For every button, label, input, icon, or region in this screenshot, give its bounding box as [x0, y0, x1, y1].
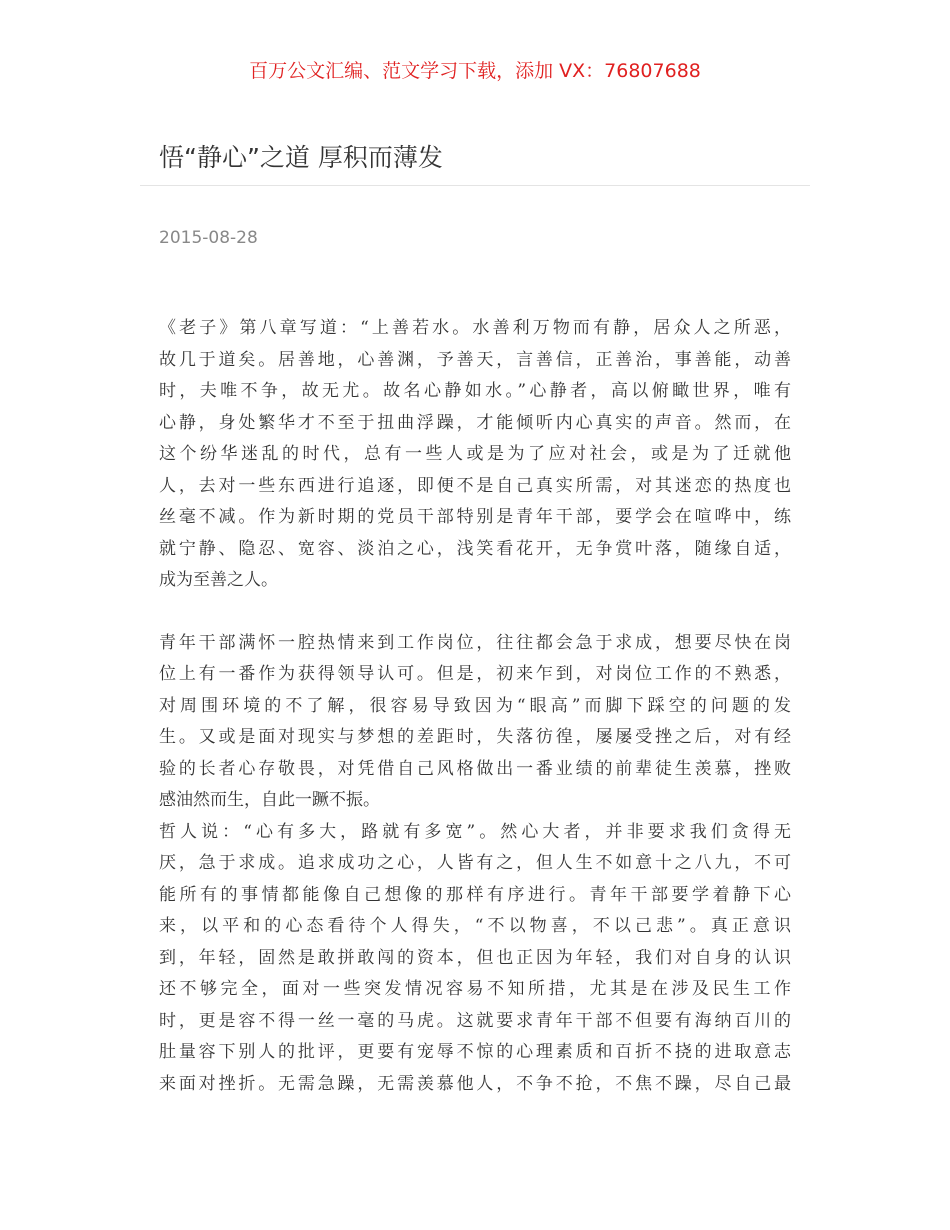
paragraph-line: 故几于道矣。居善地，心善渊，予善天，言善信，正善治，事善能，动善	[159, 349, 791, 370]
article-body	[159, 313, 791, 1100]
paragraph-line: 能所有的事情都能像自己想像的那样有序进行。青年干部要学着静下心	[159, 884, 791, 905]
paragraph-1	[159, 313, 791, 597]
paragraph-2	[159, 628, 791, 817]
paragraph-line: 丝毫不减。作为新时期的党员干部特别是青年干部，要学会在喧哗中，练	[159, 507, 791, 527]
paragraph-line: 来面对挫折。无需急躁，无需羡慕他人，不争不抢，不焦不躁，尽自己最	[159, 1073, 791, 1094]
paragraph-line: 来，以平和的心态看待个人得失，“不以物喜，不以己悲”。真正意识	[159, 916, 791, 936]
paragraph-line: 《老子》第八章写道：“上善若水。水善利万物而有静，居众人之所恶，	[159, 318, 791, 338]
title-divider	[140, 185, 810, 186]
paragraph-line: 生。又或是面对现实与梦想的差距时，失落彷徨，屡屡受挫之后，对有经	[159, 727, 791, 747]
paragraph-3	[159, 817, 791, 1101]
paragraph-line: 位上有一番作为获得领导认可。但是，初来乍到，对岗位工作的不熟悉，	[159, 664, 791, 684]
paragraph-line: 人，去对一些东西进行追逐，即便不是自己真实所需，对其迷恋的热度也	[159, 475, 791, 496]
paragraph-line: 厌，急于求成。追求成功之心，人皆有之，但人生不如意十之八九，不可	[159, 853, 791, 873]
paragraph-line: 哲人说：“心有多大，路就有多宽”。然心大者，并非要求我们贪得无	[159, 821, 791, 842]
paragraph-line: 时，更是容不得一丝一毫的马虎。这就要求青年干部不但要有海纳百川的	[159, 1010, 791, 1031]
paragraph-line: 成为至善之人。	[159, 570, 278, 590]
paragraph-line: 这个纷华迷乱的时代，总有一些人或是为了应对社会，或是为了迁就他	[159, 444, 791, 464]
paragraph-line: 对周围环境的不了解，很容易导致因为“眼高”而脚下踩空的问题的发	[159, 695, 791, 716]
paragraph-line: 验的长者心存敬畏，对凭借自己风格做出一番业绩的前辈徒生羡慕，挫败	[159, 758, 791, 779]
article-title: 悟“静心”之道 厚积而薄发	[159, 143, 443, 172]
paragraph-line: 心静，身处繁华才不至于扭曲浮躁，才能倾听内心真实的声音。然而，在	[159, 412, 791, 433]
promo-banner: 百万公文汇编、范文学习下载，添加 VX：76807688	[249, 60, 701, 82]
paragraph-line: 感油然而生，自此一蹶不振。	[159, 790, 380, 810]
paragraph-line: 还不够完全，面对一些突发情况容易不知所措，尤其是在涉及民生工作	[159, 979, 791, 999]
paragraph-line: 就宁静、隐忍、宽容、淡泊之心，浅笑看花开，无争赏叶落，随缘自适，	[159, 538, 791, 559]
paragraph-line: 时，夫唯不争，故无尤。故名心静如水。”心静者，高以俯瞰世界，唯有	[159, 381, 791, 401]
publish-date: 2015-08-28	[159, 228, 258, 248]
paragraph-line: 青年干部满怀一腔热情来到工作岗位，往往都会急于求成，想要尽快在岗	[159, 632, 791, 653]
paragraph-line: 肚量容下别人的批评，更要有宠辱不惊的心理素质和百折不挠的进取意志	[159, 1042, 791, 1062]
paragraph-line: 到，年轻，固然是敢拼敢闯的资本，但也正因为年轻，我们对自身的认识	[159, 947, 791, 968]
